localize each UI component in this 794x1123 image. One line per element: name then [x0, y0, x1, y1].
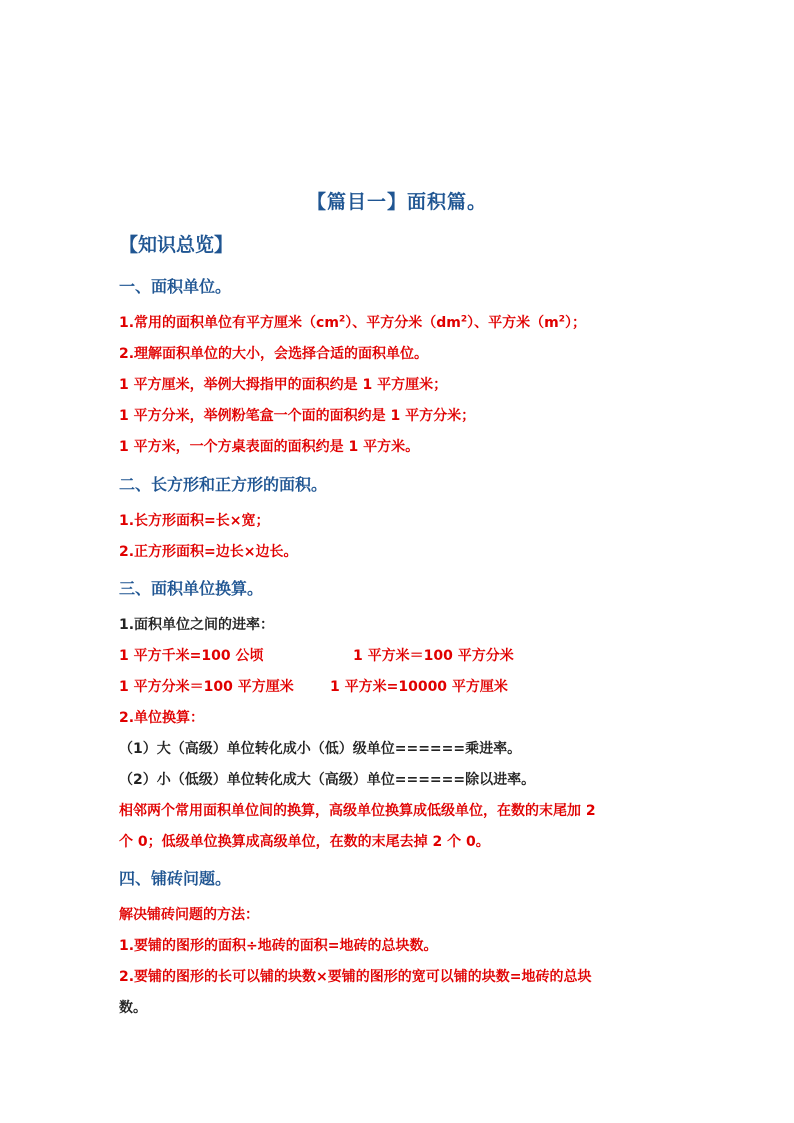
section-3-line-3b: 1 平方米=10000 平方厘米	[330, 679, 508, 695]
line-text: ）、平方米（m	[467, 315, 559, 331]
section-3-line-4: 2.单位换算：	[119, 710, 205, 726]
line-text: 1.常用的面积单位有平方厘米（cm	[119, 315, 339, 331]
superscript: 2	[460, 314, 468, 325]
section-3-line-2a: 1 平方千米=100 公顷	[119, 648, 264, 664]
page-title: 【篇目一】面积篇。	[306, 191, 487, 213]
section-2-heading: 二、长方形和正方形的面积。	[119, 475, 328, 494]
overview-heading: 【知识总览】	[119, 234, 234, 256]
section-2-line-2: 2.正方形面积=边长×边长。	[119, 544, 298, 560]
section-3-heading: 三、面积单位换算。	[119, 579, 264, 598]
superscript: 2	[338, 314, 346, 325]
section-1-line-4: 1 平方分米，举例粉笔盒一个面的面积约是 1 平方分米；	[119, 408, 476, 424]
section-3-line-7: 相邻两个常用面积单位间的换算，高级单位换算成低级单位，在数的末尾加 2	[119, 803, 596, 819]
section-3-line-3a: 1 平方分米＝100 平方厘米	[119, 679, 294, 695]
section-1-line-1	[119, 312, 586, 332]
line-text: ）；	[564, 315, 586, 331]
section-4-line-3: 2.要铺的图形的长可以铺的块数×要铺的图形的宽可以铺的块数=地砖的总块	[119, 969, 592, 985]
section-1-line-3: 1 平方厘米，举例大拇指甲的面积约是 1 平方厘米；	[119, 377, 448, 393]
section-3-line-1: 1.面积单位之间的进率：	[119, 617, 275, 633]
section-1-heading: 一、面积单位。	[119, 277, 232, 296]
section-3-line-2b: 1 平方米＝100 平方分米	[353, 648, 514, 664]
section-4-heading: 四、铺砖问题。	[119, 869, 232, 888]
superscript: 2	[558, 314, 565, 325]
section-4-line-4: 数。	[119, 1000, 147, 1016]
section-1-line-2: 2.理解面积单位的大小，会选择合适的面积单位。	[119, 346, 429, 362]
section-2-line-1: 1.长方形面积=长×宽；	[119, 513, 270, 529]
section-4-line-2: 1.要铺的图形的面积÷地砖的面积=地砖的总块数。	[119, 938, 438, 954]
section-3-line-5: （1）大（高级）单位转化成小（低）级单位======乘进率。	[119, 741, 522, 757]
line-text: ）、平方分米（dm	[345, 315, 461, 331]
section-3-line-8: 个 0；低级单位换算成高级单位，在数的末尾去掉 2 个 0。	[119, 834, 490, 850]
section-1-line-5: 1 平方米，一个方桌表面的面积约是 1 平方米。	[119, 439, 420, 455]
section-3-line-6: （2）小（低级）单位转化成大（高级）单位======除以进率。	[119, 772, 536, 788]
section-4-line-1: 解决铺砖问题的方法：	[119, 907, 259, 923]
